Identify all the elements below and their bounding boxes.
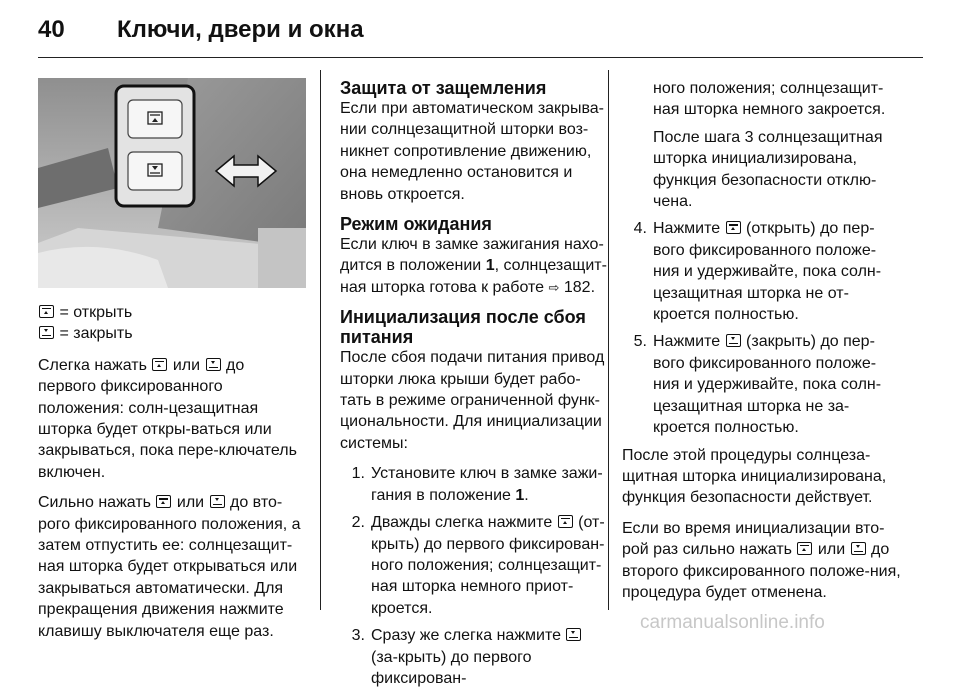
column-divider	[320, 70, 321, 610]
paragraph-standby: Если ключ в замке зажигания нахо-дится в положении 1, солнцезащит-ная шторка готова к работе ⇨ 182.	[340, 236, 607, 296]
column-3	[622, 78, 902, 612]
column-2	[340, 78, 610, 695]
heading-init: Инициализация после сбоя питания	[340, 307, 586, 348]
list-item: 4. Нажмите (открыть) до пер-вого фиксированного положе-ния и удерживайте, пока солн-цезащитная шторка не от-кроется полностью.	[633, 220, 882, 324]
page-reference-arrow-icon: ⇨	[548, 279, 560, 295]
legend-close: = закрыть	[38, 323, 306, 344]
open-button-icon	[39, 305, 54, 318]
header-rule	[38, 57, 923, 58]
paragraph-firm-press: Сильно нажать или до вто-рого фиксированного положения, а затем отпустить ее: солнцезащит-ная шторка будет открываться или закрываться автоматически. Для прекращения движения нажмите клавишу выключателя еще раз.	[38, 494, 301, 640]
legend-open: = открыть	[38, 302, 306, 323]
paragraph-light-press: Слегка нажать или до первого фиксированного положения: солн-цезащитная шторка будет откры-ваться или закрываться, пока пере-ключатель включен.	[38, 356, 297, 481]
chapter-title: Ключи, двери и окна	[117, 16, 364, 43]
close-switch	[128, 152, 182, 190]
close-button-icon	[206, 358, 221, 371]
close-button-icon	[851, 542, 866, 555]
paragraph-anti-pinch: Если при автоматическом закрыва-нии солнцезащитной шторки воз-никнет сопротивление движению, она немедленно остановится и вновь откроется.	[340, 100, 604, 203]
open-button-icon	[797, 542, 812, 555]
paragraph-init: После сбоя подачи питания привод шторки люка крыши будет рабо-тать в режиме ограниченной функ-циональности. Для инициализации системы:	[340, 349, 605, 452]
open-button-icon	[558, 515, 573, 528]
close-button-icon	[566, 628, 581, 641]
open-button-icon	[156, 495, 171, 508]
paragraph-after-procedure: После этой процедуры солнцеза-щитная шторка инициализирована, функция безопасности действует.	[622, 446, 887, 507]
close-button-icon	[726, 334, 741, 347]
list-item: 2. Дважды слегка нажмите (от-крыть) до первого фиксирован-ного положения; солнцезащит-ная шторка немного приот-кроется.	[351, 514, 605, 617]
page-number: 40	[38, 16, 65, 43]
heading-standby: Режим ожидания	[340, 214, 492, 235]
watermark: carmanualsonline.info	[640, 612, 825, 633]
heading-anti-pinch: Защита от защемления	[340, 78, 547, 98]
paragraph-cancel: Если во время инициализации вто-рой раз сильно нажать или до второго фиксированного положе-ния, процедура будет отменена.	[622, 519, 901, 601]
photo-drawing	[38, 78, 306, 288]
list-item-continued: ного положения; солнцезащит-ная шторка немного закроется.	[653, 80, 886, 119]
open-button-icon	[726, 221, 741, 234]
open-button-icon	[152, 358, 167, 371]
list-item: 3. Сразу же слегка нажмите (за-крыть) до первого фиксирован-	[340, 625, 610, 689]
close-button-icon	[39, 326, 54, 339]
close-button-icon	[210, 495, 225, 508]
sunshade-switch-photo	[38, 78, 306, 288]
column-1	[38, 78, 306, 651]
list-item: 1. Установите ключ в замке зажи-гания в положение 1.	[351, 465, 603, 504]
page-header	[0, 0, 960, 58]
list-subnote: После шага 3 солнцезащитная шторка инициализирована, функция безопасности отклю-чена.	[653, 128, 883, 211]
list-item: 5. Нажмите (закрыть) до пер-вого фиксированного положе-ния и удерживайте, пока солн-цезащитная шторка не за-кроется полностью.	[633, 333, 882, 437]
